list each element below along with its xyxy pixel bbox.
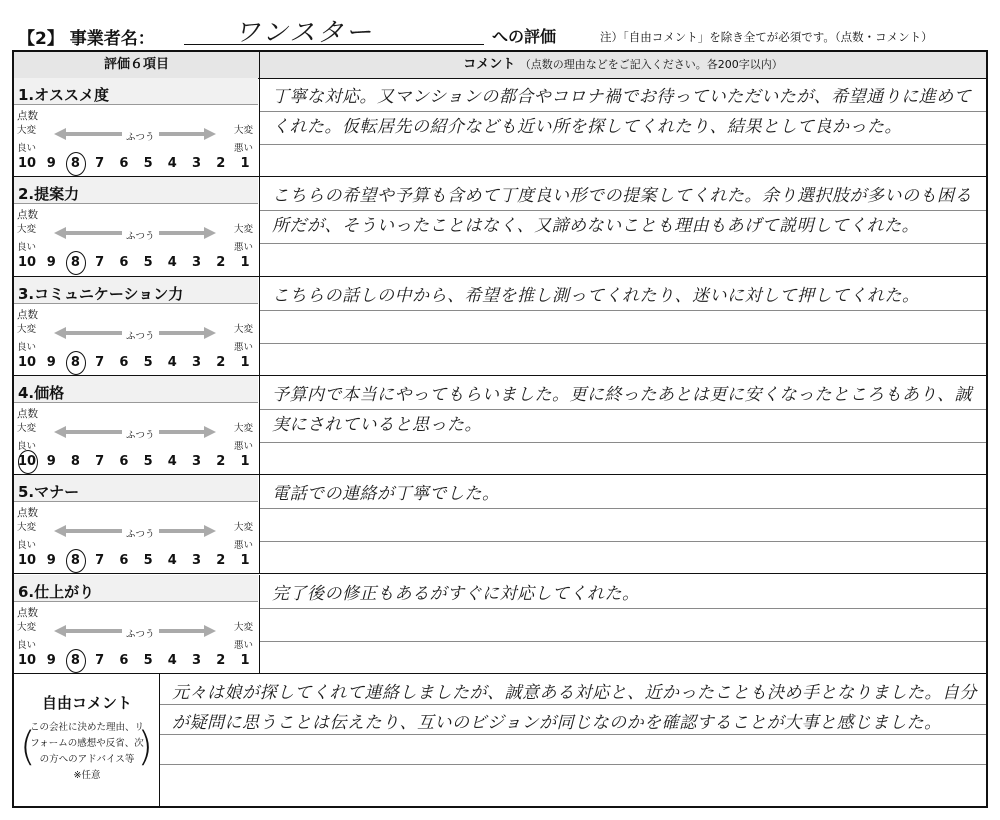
table-header-comment bbox=[260, 52, 986, 78]
comment-text: 電話での連絡が丁寧でした。 bbox=[272, 484, 500, 505]
score-number[interactable]: 3 bbox=[192, 255, 202, 271]
comment-cell[interactable] bbox=[260, 376, 986, 474]
ruled-line bbox=[160, 764, 986, 765]
comment-text: 丁寧な対応。又マンションの都合やコロナ禍でお待っていただいたが、希望通りに進めてくれた。仮転居先の紹介なども近い所を探してくれたり、結果として良かった。 bbox=[272, 87, 972, 137]
score-number[interactable]: 10 bbox=[17, 453, 37, 469]
comment-cell[interactable] bbox=[260, 475, 986, 573]
free-comment-optional: ※任意 bbox=[73, 770, 101, 781]
scale-daihen-right: 大変 bbox=[233, 422, 253, 434]
evaluation-row bbox=[14, 277, 986, 376]
item-label-cell bbox=[14, 575, 260, 673]
score-number[interactable]: 10 bbox=[17, 553, 37, 569]
section-number: 【2】 bbox=[18, 29, 64, 49]
scale-futsu: ふつう bbox=[122, 526, 159, 540]
form-header bbox=[14, 10, 986, 49]
scale-yoi: 良い bbox=[17, 440, 37, 452]
table-header-comment-label: コメント bbox=[463, 57, 516, 72]
right-bracket: ) bbox=[137, 724, 153, 770]
evaluation-row bbox=[14, 575, 986, 674]
score-number[interactable]: 1 bbox=[240, 156, 250, 171]
score-number[interactable]: 7 bbox=[95, 652, 105, 668]
item-label-cell bbox=[14, 177, 260, 275]
score-number[interactable]: 1 bbox=[240, 453, 250, 469]
header-title bbox=[18, 24, 155, 49]
scale-daihen-right: 大変 bbox=[233, 522, 253, 534]
score-number[interactable]: 5 bbox=[143, 553, 153, 569]
scale-warui: 悪い bbox=[233, 143, 253, 154]
free-comment-row bbox=[14, 674, 986, 806]
score-number[interactable]: 8 bbox=[64, 255, 86, 270]
scale-yoi: 良い bbox=[17, 143, 37, 154]
scale-futsu: ふつう bbox=[122, 328, 159, 342]
score-scale bbox=[16, 553, 256, 568]
score-number[interactable]: 2 bbox=[216, 652, 226, 668]
comment-text: こちらの話しの中から、希望を推し測ってくれたり、迷いに対して押してくれた。 bbox=[272, 285, 920, 306]
scale-futsu: ふつう bbox=[122, 427, 159, 441]
evaluation-row bbox=[14, 177, 986, 276]
ruled-line bbox=[260, 343, 986, 344]
item-title: 2.提案力 bbox=[18, 185, 80, 204]
score-number[interactable]: 9 bbox=[46, 553, 56, 569]
scale-warui: 悪い bbox=[233, 440, 253, 452]
free-comment-label-cell bbox=[14, 674, 160, 806]
comment-text: 予算内で本当にやってもらいました。更に終ったあとは更に安くなったところもあり、誠実にされていると思った。 bbox=[272, 384, 972, 435]
company-label: 事業者名： bbox=[69, 29, 155, 49]
scale-yoi: 良い bbox=[17, 639, 37, 651]
ruled-line bbox=[260, 442, 986, 443]
ruled-line bbox=[260, 541, 986, 542]
score-number[interactable]: 9 bbox=[46, 255, 56, 271]
score-number[interactable]: 4 bbox=[167, 553, 177, 569]
score-number[interactable]: 9 bbox=[46, 652, 56, 668]
score-label: 点数 bbox=[17, 407, 38, 420]
item-title: 3.コミュニケーション力 bbox=[18, 284, 184, 303]
table-header bbox=[14, 52, 986, 79]
score-scale bbox=[16, 355, 256, 370]
score-number[interactable]: 6 bbox=[119, 354, 129, 370]
free-comment-text: 元々は娘が探してくれて連絡しましたが、誠意ある対応と、近かったことも決め手となりました。自分が疑問に思うことは伝えたり、互いのビジョンが同じなのかを確認することが大事と感じました。 bbox=[172, 683, 977, 733]
score-number[interactable]: 4 bbox=[167, 652, 177, 668]
item-title: 5.マナー bbox=[18, 483, 80, 502]
score-scale bbox=[16, 454, 256, 469]
scale-daihen-right: 大変 bbox=[233, 125, 253, 136]
scale-daihen-left: 大変 bbox=[17, 621, 37, 633]
score-number[interactable]: 6 bbox=[119, 156, 129, 171]
score-number[interactable]: 10 bbox=[17, 652, 37, 668]
score-number[interactable]: 5 bbox=[143, 652, 153, 668]
free-comment-desc-text: この会社に決めた理由、リフォームの感想や反省、次の方へのアドバイス等 bbox=[29, 722, 144, 765]
free-comment-title: 自由コメント bbox=[41, 694, 132, 712]
scale-futsu: ふつう bbox=[122, 626, 159, 640]
score-number[interactable]: 3 bbox=[192, 156, 202, 171]
scale-yoi: 良い bbox=[17, 242, 37, 254]
ruled-line bbox=[260, 243, 986, 244]
scale-warui: 悪い bbox=[233, 242, 253, 254]
score-number[interactable]: 5 bbox=[143, 156, 153, 171]
score-number[interactable]: 2 bbox=[216, 553, 226, 569]
score-number[interactable]: 8 bbox=[64, 156, 86, 171]
score-label: 点数 bbox=[17, 507, 38, 520]
score-number[interactable]: 8 bbox=[70, 453, 80, 469]
scale-daihen-left: 大変 bbox=[17, 522, 37, 534]
score-number[interactable]: 6 bbox=[119, 652, 129, 668]
item-title: 4.価格 bbox=[18, 383, 65, 402]
scale-daihen-right: 大変 bbox=[233, 224, 253, 236]
score-number[interactable]: 9 bbox=[46, 156, 56, 171]
scale-futsu: ふつう bbox=[122, 129, 159, 143]
score-number[interactable]: 9 bbox=[46, 453, 56, 469]
score-number[interactable]: 9 bbox=[46, 354, 56, 370]
comment-cell[interactable] bbox=[260, 78, 986, 176]
score-number[interactable]: 10 bbox=[17, 354, 37, 370]
score-number[interactable]: 5 bbox=[143, 453, 153, 469]
item-label-cell bbox=[14, 277, 260, 375]
free-comment-description bbox=[28, 720, 146, 784]
score-number[interactable]: 8 bbox=[64, 553, 86, 568]
score-number[interactable]: 1 bbox=[240, 354, 250, 370]
score-number[interactable]: 4 bbox=[167, 255, 177, 271]
score-number[interactable]: 7 bbox=[95, 354, 105, 370]
left-bracket: ( bbox=[20, 724, 36, 770]
score-number[interactable]: 3 bbox=[192, 453, 202, 469]
item-label-cell bbox=[14, 475, 260, 573]
scale-futsu: ふつう bbox=[122, 228, 159, 242]
item-title: 6.仕上がり bbox=[18, 582, 95, 601]
score-scale bbox=[16, 653, 256, 668]
score-number[interactable]: 10 bbox=[17, 156, 37, 171]
score-number[interactable]: 7 bbox=[95, 553, 105, 569]
header-suffix: への評価 bbox=[492, 27, 557, 46]
score-number[interactable]: 4 bbox=[167, 453, 177, 469]
comment-cell[interactable] bbox=[260, 277, 986, 375]
comment-text: 完了後の修正もあるがすぐに対応してくれた。 bbox=[272, 583, 640, 604]
evaluation-row bbox=[14, 376, 986, 475]
evaluation-row bbox=[14, 475, 986, 574]
item-label-cell bbox=[14, 78, 260, 176]
score-number[interactable]: 5 bbox=[143, 255, 153, 271]
comment-cell[interactable] bbox=[260, 177, 986, 275]
comment-text: こちらの希望や予算も含めて丁度良い形での提案してくれた。余り選択肢が多いのも困る所だが、そういったことはなく、又諦めないことも理由もあげて説明してくれた。 bbox=[272, 186, 972, 237]
comment-cell[interactable] bbox=[260, 575, 986, 673]
score-number[interactable]: 7 bbox=[95, 255, 105, 271]
ruled-line bbox=[260, 144, 986, 145]
score-number[interactable]: 4 bbox=[167, 354, 177, 370]
table-header-comment-note: （点数の理由などをご記入ください。各200字以内） bbox=[519, 58, 783, 71]
score-label: 点数 bbox=[17, 606, 38, 619]
evaluation-table bbox=[12, 50, 988, 808]
score-number[interactable]: 2 bbox=[216, 354, 226, 370]
scale-daihen-left: 大変 bbox=[17, 422, 37, 434]
score-number[interactable]: 10 bbox=[17, 255, 37, 271]
score-number[interactable]: 2 bbox=[216, 255, 226, 271]
score-number[interactable]: 6 bbox=[119, 453, 129, 469]
score-scale bbox=[16, 255, 256, 270]
score-label: 点数 bbox=[17, 110, 38, 122]
score-label: 点数 bbox=[17, 308, 38, 321]
free-comment-cell[interactable] bbox=[160, 674, 986, 806]
score-label: 点数 bbox=[17, 209, 38, 222]
score-number[interactable]: 5 bbox=[143, 354, 153, 370]
header-note: 注）「自由コメント」を除き全てが必須です。（点数・コメント） bbox=[600, 30, 933, 44]
scale-warui: 悪い bbox=[233, 341, 253, 353]
score-number[interactable]: 3 bbox=[192, 354, 202, 370]
company-name-underline bbox=[184, 44, 484, 45]
score-number[interactable]: 2 bbox=[216, 156, 226, 171]
score-number[interactable]: 4 bbox=[167, 156, 177, 171]
score-scale bbox=[16, 156, 256, 171]
scale-warui: 悪い bbox=[233, 540, 253, 552]
scale-daihen-right: 大変 bbox=[233, 621, 253, 633]
scale-daihen-left: 大変 bbox=[17, 323, 37, 335]
score-number[interactable]: 3 bbox=[192, 553, 202, 569]
evaluation-row bbox=[14, 78, 986, 177]
score-number[interactable]: 2 bbox=[216, 453, 226, 469]
score-number[interactable]: 6 bbox=[119, 255, 129, 271]
item-label-cell bbox=[14, 376, 260, 474]
score-number[interactable]: 7 bbox=[95, 453, 105, 469]
score-number[interactable]: 1 bbox=[240, 255, 250, 271]
score-number[interactable]: 8 bbox=[64, 355, 86, 370]
score-number[interactable]: 3 bbox=[192, 652, 202, 668]
score-number[interactable]: 1 bbox=[240, 652, 250, 668]
score-number[interactable]: 6 bbox=[119, 553, 129, 569]
scale-daihen-right: 大変 bbox=[233, 323, 253, 335]
ruled-line bbox=[260, 641, 986, 642]
company-name: ワンスター bbox=[234, 18, 374, 48]
item-title: 1.オススメ度 bbox=[18, 86, 109, 104]
score-number[interactable]: 8 bbox=[64, 653, 86, 668]
scale-warui: 悪い bbox=[233, 639, 253, 651]
scale-yoi: 良い bbox=[17, 341, 37, 353]
scale-yoi: 良い bbox=[17, 540, 37, 552]
table-header-items: 評価６項目 bbox=[14, 52, 260, 78]
score-number[interactable]: 1 bbox=[240, 553, 250, 569]
scale-daihen-left: 大変 bbox=[17, 125, 37, 136]
scale-daihen-left: 大変 bbox=[17, 224, 37, 236]
score-number[interactable]: 7 bbox=[95, 156, 105, 171]
